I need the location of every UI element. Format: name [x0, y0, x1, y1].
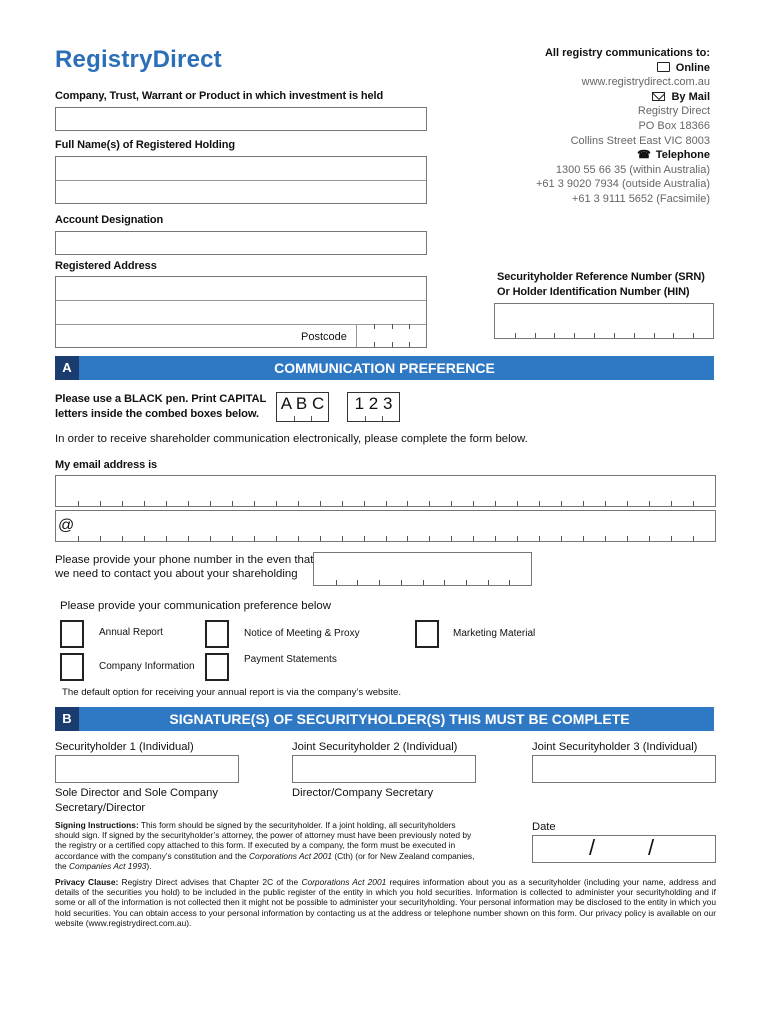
meeting-proxy-checkbox[interactable] — [205, 620, 229, 648]
instruction-line-2: letters inside the combed boxes below. — [55, 408, 260, 420]
srn-input[interactable] — [494, 303, 714, 339]
holder2-signature[interactable] — [292, 755, 476, 783]
comb-tick — [693, 333, 694, 338]
postcode-label: Postcode — [301, 331, 347, 343]
comb-tick — [509, 580, 510, 585]
mail-line: Registry Direct — [637, 105, 710, 118]
comb-tick — [78, 501, 79, 506]
payment-statements-checkbox[interactable] — [205, 653, 229, 681]
comb-tick — [298, 536, 299, 541]
holder1-label: Securityholder 1 (Individual) — [55, 741, 194, 753]
comb-tick — [276, 536, 277, 541]
comb-tick — [78, 536, 79, 541]
holder2-label: Joint Securityholder 2 (Individual) — [292, 741, 458, 753]
mail-label: By Mail — [671, 90, 710, 103]
comb-tick — [100, 501, 101, 506]
company-input[interactable] — [55, 107, 427, 131]
comb-tick — [386, 536, 387, 541]
comb-tick — [122, 501, 123, 506]
comb-tick — [122, 536, 123, 541]
brand-logo: RegistryDirect — [55, 46, 222, 73]
preference-heading: Please provide your communication preference below — [60, 600, 331, 612]
envelope-icon — [652, 92, 665, 101]
phone-line: +61 3 9111 5652 (Facsimile) — [571, 192, 710, 205]
comb-tick — [188, 536, 189, 541]
comb-tick — [673, 333, 674, 338]
website-link[interactable]: www.registrydirect.com.au — [581, 76, 710, 89]
section-b-header — [55, 707, 714, 731]
comb-tick — [374, 324, 375, 329]
comb-tick — [583, 536, 584, 541]
registered-address-label: Registered Address — [55, 260, 157, 272]
comb-tick — [627, 536, 628, 541]
comb-tick — [495, 501, 496, 506]
comb-tick — [554, 333, 555, 338]
comb-tick — [364, 501, 365, 506]
comb-tick — [574, 333, 575, 338]
srn-label: Securityholder Reference Number (SRN) — [497, 271, 705, 283]
comb-tick — [594, 333, 595, 338]
phone-text-2: we need to contact you about your shareholding — [55, 568, 298, 580]
comb-tick — [671, 501, 672, 506]
meeting-proxy-label: Notice of Meeting & Proxy — [244, 628, 360, 639]
holder3-label: Joint Securityholder 3 (Individual) — [532, 741, 698, 753]
sample-letters: A B C — [280, 394, 325, 413]
hin-label: Or Holder Identification Number (HIN) — [497, 286, 690, 298]
comb-tick — [401, 580, 402, 585]
comb-tick — [254, 501, 255, 506]
comb-tick — [100, 536, 101, 541]
company-info-label: Company Information — [99, 661, 195, 672]
comb-tick — [320, 536, 321, 541]
comb-tick — [517, 501, 518, 506]
comb-tick — [409, 324, 410, 329]
email-input-line-1[interactable] — [55, 475, 716, 507]
sole-director-label-2: Secretary/Director — [55, 802, 146, 814]
comb-tick — [517, 536, 518, 541]
annual-report-label: Annual Report — [99, 627, 163, 638]
comb-tick — [693, 501, 694, 506]
comb-tick — [654, 333, 655, 338]
online-label: Online — [675, 61, 710, 74]
comb-tick — [605, 536, 606, 541]
comb-tick — [444, 580, 445, 585]
phone-line: 1300 55 66 35 (within Australia) — [555, 163, 710, 176]
electronic-note: In order to receive shareholder communication electronically, please complete the form below. — [55, 433, 528, 445]
comb-tick — [466, 580, 467, 585]
comb-tick — [374, 342, 375, 347]
marketing-checkbox[interactable] — [415, 620, 439, 648]
comb-tick — [649, 501, 650, 506]
comb-tick — [392, 324, 393, 329]
comb-tick — [451, 536, 452, 541]
email-input-line-2[interactable] — [55, 510, 716, 542]
comb-tick — [614, 333, 615, 338]
comb-tick — [583, 501, 584, 506]
comb-tick — [561, 501, 562, 506]
phone-line: +61 3 9020 7934 (outside Australia) — [536, 178, 710, 191]
date-input[interactable] — [532, 835, 716, 863]
comb-tick — [144, 536, 145, 541]
comb-tick — [254, 536, 255, 541]
sole-director-label-1: Sole Director and Sole Company — [55, 787, 218, 799]
comb-tick — [386, 501, 387, 506]
comb-tick — [634, 333, 635, 338]
comb-tick — [357, 580, 358, 585]
phone-input[interactable] — [313, 552, 532, 586]
company-label: Company, Trust, Warrant or Product in which investment is held — [55, 90, 384, 102]
comb-tick — [423, 580, 424, 585]
postcode-field[interactable] — [356, 324, 426, 347]
comb-tick — [320, 501, 321, 506]
comb-tick — [144, 501, 145, 506]
comb-tick — [188, 501, 189, 506]
date-label: Date — [532, 821, 556, 833]
privacy-clause: Privacy Clause: Registry Direct advises that Chapter 2C of the Corporations Act 2001 requires information about you as a securityholder (including your name, address and details of the securities you hold) to be included in the public register of the entity in which you hold securities. Information is collected to administer your securityholding and if some or all of the information is not collected then it might not be possible to administer your securityholding. Your personal information may be disclosed to the entity in which you hold securities. You can obtain access to your personal information by contacting us at the address or telephone number shown on this form. Our privacy policy is available on our website (www.registrydirect.com.au). — [55, 877, 716, 928]
marketing-label: Marketing Material — [453, 628, 536, 639]
comb-tick — [294, 416, 295, 421]
account-designation-input[interactable] — [55, 231, 427, 255]
comb-tick — [693, 536, 694, 541]
comb-tick — [539, 536, 540, 541]
comb-tick — [342, 536, 343, 541]
date-separator: / — [589, 835, 596, 860]
fullname-label: Full Name(s) of Registered Holding — [55, 139, 235, 151]
mail-line: Collins Street East VIC 8003 — [570, 134, 710, 147]
comb-tick — [166, 501, 167, 506]
comb-tick — [451, 501, 452, 506]
at-symbol: @ — [58, 517, 75, 534]
registered-address-input[interactable] — [55, 276, 427, 348]
comb-tick — [382, 416, 383, 421]
contact-heading: All registry communications to: — [544, 47, 710, 59]
comb-tick — [365, 416, 366, 421]
comb-tick — [407, 501, 408, 506]
telephone-label: Telephone — [655, 149, 710, 162]
comb-tick — [627, 501, 628, 506]
comb-tick — [232, 536, 233, 541]
signing-instructions: Signing Instructions: This form should be signed by the securityholder. If a joint holding, all securityholders should sign. If signed by the securityholder’s attorney, the power of attorney must have been previously noted by the registry or a certified copy attached to this form. If executed by a company, the form must be executed in accordance with the company’s constitution and the Corporations Act 2001 (Cth) (or for New Zealand companies, the Companies Act 1993). — [55, 820, 475, 871]
section-a-title: COMMUNICATION PREFERENCE — [274, 360, 495, 376]
comb-tick — [364, 536, 365, 541]
comb-tick — [473, 536, 474, 541]
comb-tick — [429, 501, 430, 506]
instruction-line-1: Please use a BLACK pen. Print CAPITAL — [55, 393, 267, 405]
mail-line: PO Box 18366 — [638, 119, 710, 132]
company-info-checkbox[interactable] — [60, 653, 84, 681]
director-secretary-label: Director/Company Secretary — [292, 787, 434, 799]
comb-tick — [473, 501, 474, 506]
comb-tick — [232, 501, 233, 506]
section-a-header — [55, 356, 714, 380]
sample-numbers: 1 2 3 — [354, 394, 393, 413]
comb-tick — [671, 536, 672, 541]
payment-statements-label: Payment Statements — [244, 654, 337, 665]
telephone-icon: ☎ — [637, 149, 651, 162]
email-label: My email address is — [55, 459, 158, 471]
comb-tick — [210, 501, 211, 506]
comb-tick — [495, 536, 496, 541]
monitor-icon — [657, 62, 670, 72]
section-b-title: SIGNATURE(S) OF SECURITYHOLDER(S) THIS MUST BE COMPLETE — [169, 711, 630, 727]
date-separator: / — [648, 835, 655, 860]
comb-tick — [488, 580, 489, 585]
section-a-letter: A — [55, 356, 79, 380]
phone-text-1: Please provide your phone number in the even that — [55, 554, 314, 566]
section-b-letter: B — [55, 707, 79, 731]
default-option-note: The default option for receiving your annual report is via the company’s website. — [62, 687, 401, 698]
comb-tick — [515, 333, 516, 338]
comb-tick — [392, 342, 393, 347]
comb-tick — [210, 536, 211, 541]
comb-tick — [276, 501, 277, 506]
comb-tick — [407, 536, 408, 541]
contact-block — [536, 46, 710, 207]
comb-tick — [298, 501, 299, 506]
holder3-signature[interactable] — [532, 755, 716, 783]
comb-tick — [166, 536, 167, 541]
comb-tick — [539, 501, 540, 506]
comb-tick — [605, 501, 606, 506]
comb-tick — [311, 416, 312, 421]
comb-tick — [649, 536, 650, 541]
fullname-input[interactable] — [55, 156, 427, 204]
holder1-signature[interactable] — [55, 755, 239, 783]
comb-tick — [561, 536, 562, 541]
comb-tick — [379, 580, 380, 585]
comb-tick — [429, 536, 430, 541]
comb-tick — [342, 501, 343, 506]
annual-report-checkbox[interactable] — [60, 620, 84, 648]
comb-tick — [336, 580, 337, 585]
account-designation-label: Account Designation — [55, 214, 164, 226]
comb-tick — [409, 342, 410, 347]
comb-tick — [535, 333, 536, 338]
